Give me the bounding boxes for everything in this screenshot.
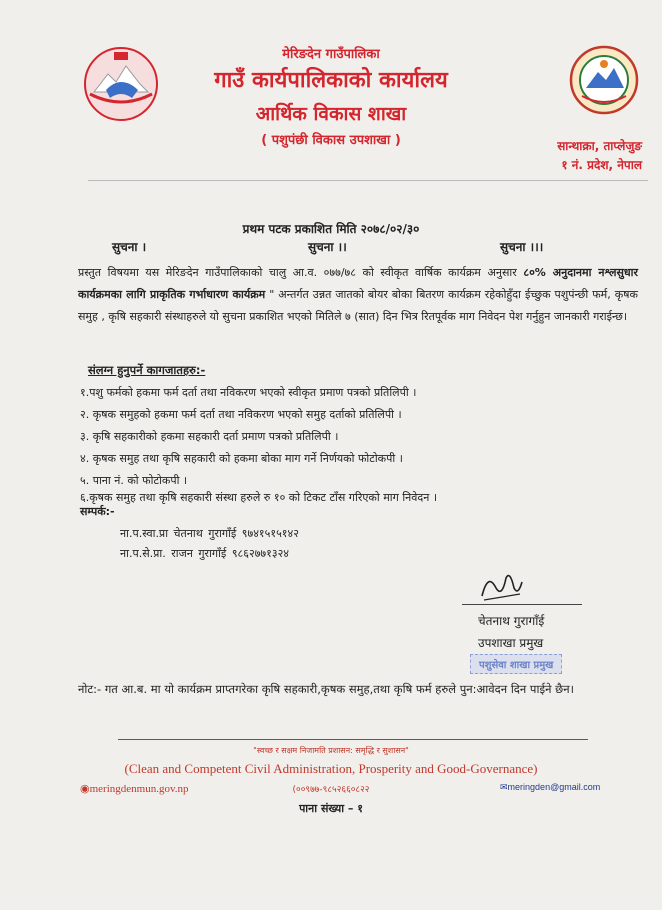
slogan-english: (Clean and Competent Civil Administration, Prosperity and Good-Governance) xyxy=(124,761,538,776)
notice-title-2: सुचना ।। xyxy=(308,240,347,254)
header-divider xyxy=(88,180,648,181)
globe-icon: ◉ xyxy=(80,783,90,795)
email-link[interactable] xyxy=(500,782,600,793)
address-line-2: १ नं. प्रदेश, नेपाल xyxy=(561,158,642,172)
para-text-2: " अन्तर्गत उन्नत जातको बोयर बोका बितरण कार्यक्रम रहेकोहुँदा ईच्छुक पशुपंन्छी फर्म, कृषक समुह , कृषि सहकारी संस्थाहरुले यो सुचना प्रकाशित भएको मितिले ७ (सात) दिन भित्र रितपूर्वक माग निवेदन पेश गर्नुहुन जानकारी गराईन्छ। xyxy=(78,288,638,323)
signature-icon xyxy=(478,568,526,604)
office-stamp: पशुसेवा शाखा प्रमुख xyxy=(470,654,562,674)
office-title: गाउँ कार्यपालिकाको कार्यालय xyxy=(214,68,448,93)
notice-paragraph xyxy=(78,262,638,328)
municipality-name: मेरिङदेन गाउँपालिका xyxy=(282,47,380,62)
document-item: २. कृषक समुहको हकमा फर्म दर्ता तथा नविकरण भएको समुह दर्ताको प्रतिलिपी । xyxy=(80,408,402,421)
signatory-title: उपशाखा प्रमुख xyxy=(478,636,544,650)
website-text: meringdenmun.gov.np xyxy=(89,783,189,795)
notice-title-3: सुचना ।।। xyxy=(500,240,544,254)
note-text: नोट:- गत आ.ब. मा यो कार्यक्रम प्राप्तगरेका कृषि सहकारी,कृषक समुह,तथा कृषि फर्म हरुले पुन:आवेदन दिन पाईने छैन। xyxy=(78,682,574,696)
contact-line: ना.प.से.प्रा. राजन गुरागाँई ९८६२७७१३२४ xyxy=(120,547,290,560)
phone-number: (००९७७-९८५२६६०८२२ xyxy=(292,785,370,795)
document-item: १.पशु फर्मको हकमा फर्म दर्ता तथा नविकरण भएको स्वीकृत प्रमाण पत्रको प्रतिलिपी । xyxy=(80,386,417,399)
sub-branch-title: ( पशुपंछी विकास उपशाखा ) xyxy=(261,133,401,148)
document-item: ६.कृषक समुह तथा कृषि सहकारी संस्था हरुले रु १० को टिकट टाँस गरिएको माग निवेदन । xyxy=(80,491,438,504)
contact-heading: सम्पर्क:- xyxy=(80,505,115,518)
contact-line: ना.प.स्वा.प्रा चेतनाथ गुरागाँई ९७४१५१५१४२ xyxy=(120,527,299,540)
documents-heading: संलग्न हुनुपर्ने कागजातहरु:- xyxy=(88,363,206,377)
email-text: meringden@gmail.com xyxy=(507,782,601,792)
document-item: ५. पाना नं. को फोटोकपी । xyxy=(80,474,188,487)
signature-line xyxy=(462,604,582,605)
para-bold-program: ८०% अनुदानमा नश्लसुधार कार्यक्रमका लागि प्राकृतिक गर्भाधारण कार्यक्रम xyxy=(78,266,639,301)
footer-divider xyxy=(118,739,588,740)
publish-date: प्रथम पटक प्रकाशित मिति २०७८/०२/३० xyxy=(242,222,420,236)
page-number: पाना संख्या – १ xyxy=(299,802,363,815)
slogan-nepali: "स्वच्छ र सक्षम निजामति प्रशासन: समृद्धि र सुशासन" xyxy=(253,746,409,755)
notice-title-1: सुचना । xyxy=(112,240,147,254)
signatory-name: चेतनाथ गुरागाँई xyxy=(478,614,545,628)
branch-title: आर्थिक विकास शाखा xyxy=(255,103,407,125)
document-item: ४. कृषक समुह तथा कृषि सहकारी को हकमा बोका माग गर्ने निर्णयको फोटोकपी । xyxy=(80,452,403,465)
document-item: ३. कृषि सहकारीको हकमा सहकारी दर्ता प्रमाण पत्रको प्रतिलिपी । xyxy=(80,430,339,443)
address-line-1: सान्थाक्रा, ताप्लेजुङ xyxy=(557,139,642,153)
email-icon: ✉ xyxy=(500,782,508,792)
para-text-1: प्रस्तुत विषयमा यस मेरिङदेन गाउँपालिकाको चालु आ.व. ०७७/७८ को स्वीकृत वार्षिक कार्यक्रम अनुसार xyxy=(78,266,524,279)
